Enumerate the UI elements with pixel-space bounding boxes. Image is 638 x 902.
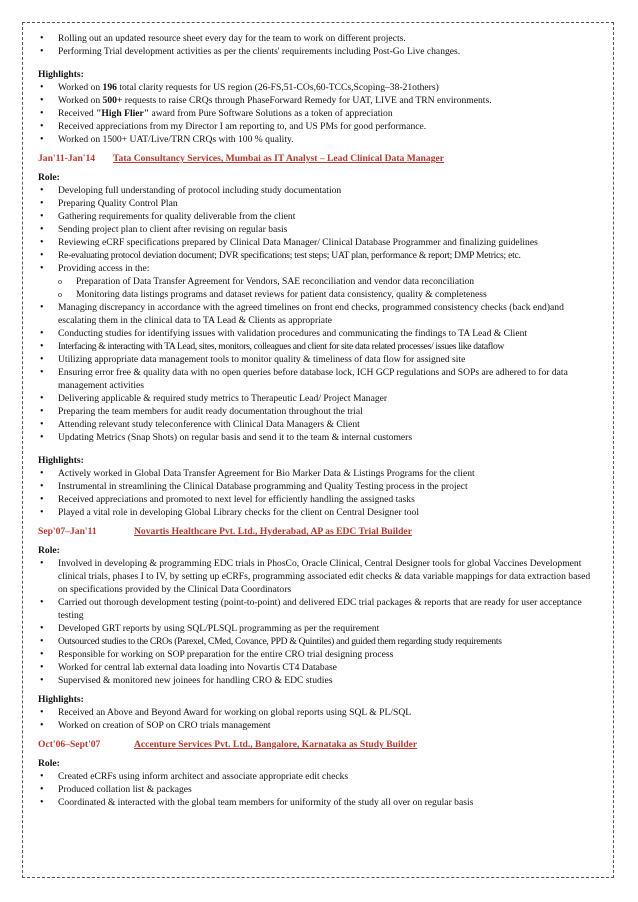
list-item: • Received appreciations from my Director I am reporting to, and US PMs for good performance. <box>38 120 602 133</box>
highlights-heading: Highlights: <box>38 455 84 466</box>
list-item: • Worked on 1500+ UAT/Live/TRN CRQs with 100 % quality. <box>38 133 602 146</box>
top-bullet-list <box>38 32 602 58</box>
list-item: • Performing Trial development activities as per the clients' requirements including Post-Go Live changes. <box>38 45 602 58</box>
list-item: • Reviewing eCRF specifications prepared by Clinical Data Manager/ Clinical Database Programmer and finalizing guidelines <box>38 236 602 249</box>
highlights-heading: Highlights: <box>38 694 84 705</box>
job-heading-novartis <box>38 525 602 538</box>
list-item: • Interfacing & interacting with TA Lead, sites, monitors, colleagues and client for site data related processes/ issues like dataflow <box>38 340 602 353</box>
job-title: Novartis Healthcare Pvt. Ltd., Hyderabad, AP as EDC Trial Builder <box>134 526 412 537</box>
highlights-list <box>38 81 602 146</box>
role-sublist <box>38 275 602 301</box>
job-heading-accenture <box>38 738 602 751</box>
list-item: • Received an Above and Beyond Award for working on global reports using SQL & PL/SQL <box>38 706 602 719</box>
role-list-continued <box>38 301 602 444</box>
role-heading: Role: <box>38 172 60 183</box>
list-item: • Responsible for working on SOP preparation for the entire CRO trial designing process <box>38 648 602 661</box>
list-item: • Preparing the team members for audit ready documentation throughout the trial <box>38 405 602 418</box>
list-item: • Developed GRT reports by using SQL/PLSQL programming as per the requirement <box>38 622 602 635</box>
list-item: • Played a vital role in developing Global Library checks for the client on Central Designer tool <box>38 506 602 519</box>
list-item: • Received appreciations and promoted to next level for efficiently handling the assigned tasks <box>38 493 602 506</box>
role-list <box>38 770 602 809</box>
list-item: • Ensuring error free & quality data with no open queries before database lock, ICH GCP regulations and SOPs are adhered to for data management activities <box>38 366 602 392</box>
highlights-heading: Highlights: <box>38 69 84 80</box>
list-item: • Supervised & monitored new joinees for handling CRO & EDC studies <box>38 674 602 687</box>
role-heading: Role: <box>38 545 60 556</box>
list-item: • Re-evaluating protocol deviation document; DVR specifications; test steps; UAT plan, performance & report; DMP Metrics; etc. <box>38 249 602 262</box>
list-item: • Attending relevant study teleconference with Clinical Data Managers & Client <box>38 418 602 431</box>
list-item: • Gathering requirements for quality deliverable from the client <box>38 210 602 223</box>
list-item: • Worked on 500+ requests to raise CRQs through PhaseForward Remedy for UAT, LIVE and TRN environments. <box>38 94 602 107</box>
list-item: • Outsourced studies to the CROs (Parexel, CMed, Covance, PPD & Quintiles) and guided them regarding study requirements <box>38 635 602 648</box>
job-dates: Jan'11-Jan'14 <box>38 153 96 164</box>
sub-list-item: o Preparation of Data Transfer Agreement for Vendors, SAE reconciliation and vendor data reconciliation <box>38 275 602 288</box>
list-item: • Involved in developing & programming EDC trials in PhosCo, Oracle Clinical, Central Designer tools for global Vaccines Development clinical trials, phases I to IV, by setting up eCRFs, programming associated edit checks & data variable mappings for data extraction based on specifications provided by the Clinical Data Coordinators <box>38 557 602 596</box>
list-item: • Created eCRFs using inform architect and associate appropriate edit checks <box>38 770 602 783</box>
list-item: • Developing full understanding of protocol including study documentation <box>38 184 602 197</box>
list-item: • Instrumental in streamlining the Clinical Database programming and Quality Testing process in the project <box>38 480 602 493</box>
role-heading: Role: <box>38 758 60 769</box>
list-item: • Managing discrepancy in accordance with the agreed timelines on front end checks, programmed consistency checks (back end)and escalating them in the clinical data to TA Lead & Clients as appropriate <box>38 301 602 327</box>
list-item: • Carried out thorough development testing (point-to-point) and delivered EDC trial packages & reports that are ready for user acceptance testing <box>38 596 602 622</box>
list-item: • Delivering applicable & required study metrics to Therapeutic Lead/ Project Manager <box>38 392 602 405</box>
list-item: • Worked on creation of SOP on CRO trials management <box>38 719 602 732</box>
list-item: • Actively worked in Global Data Transfer Agreement for Bio Marker Data & Listings Programs for the client <box>38 467 602 480</box>
list-item: • Providing access in the: <box>38 262 602 275</box>
job-title: Accenture Services Pvt. Ltd., Bangalore, Karnataka as Study Builder <box>134 739 418 750</box>
job-heading-tcs <box>38 152 602 165</box>
role-list <box>38 184 602 275</box>
list-item: • Coordinated & interacted with the global team members for uniformity of the study all over on regular basis <box>38 796 602 809</box>
list-item: • Worked on 196 total clarity requests for US region (26-FS,51-COs,60-TCCs,Scoping–38-21others) <box>38 81 602 94</box>
highlights-list <box>38 467 602 519</box>
list-item: • Preparing Quality Control Plan <box>38 197 602 210</box>
job-title: Tata Consultancy Services, Mumbai as IT Analyst – Lead Clinical Data Manager <box>113 153 445 164</box>
list-item: • Conducting studies for identifying issues with validation procedures and communicating the findings to TA Lead & Client <box>38 327 602 340</box>
list-item: • Received "High Flier" award from Pure Software Solutions as a token of appreciation <box>38 107 602 120</box>
list-item: • Rolling out an updated resource sheet every day for the team to work on different projects. <box>38 32 602 45</box>
job-dates: Sep'07–Jan'11 <box>38 526 97 537</box>
highlights-list <box>38 706 602 732</box>
sub-list-item: o Monitoring data listings programs and dataset reviews for patient data consistency, quality & completeness <box>38 288 602 301</box>
list-item: • Utilizing appropriate data management tools to monitor quality & timeliness of data flow for assigned site <box>38 353 602 366</box>
list-item: • Updating Metrics (Snap Shots) on regular basis and send it to the team & internal customers <box>38 431 602 444</box>
job-dates: Oct'06–Sept'07 <box>38 739 101 750</box>
role-list <box>38 557 602 687</box>
list-item: • Produced collation list & packages <box>38 783 602 796</box>
resume-content <box>38 32 602 809</box>
list-item: • Sending project plan to client after revising on regular basis <box>38 223 602 236</box>
list-item: • Worked for central lab external data loading into Novartis CT4 Database <box>38 661 602 674</box>
